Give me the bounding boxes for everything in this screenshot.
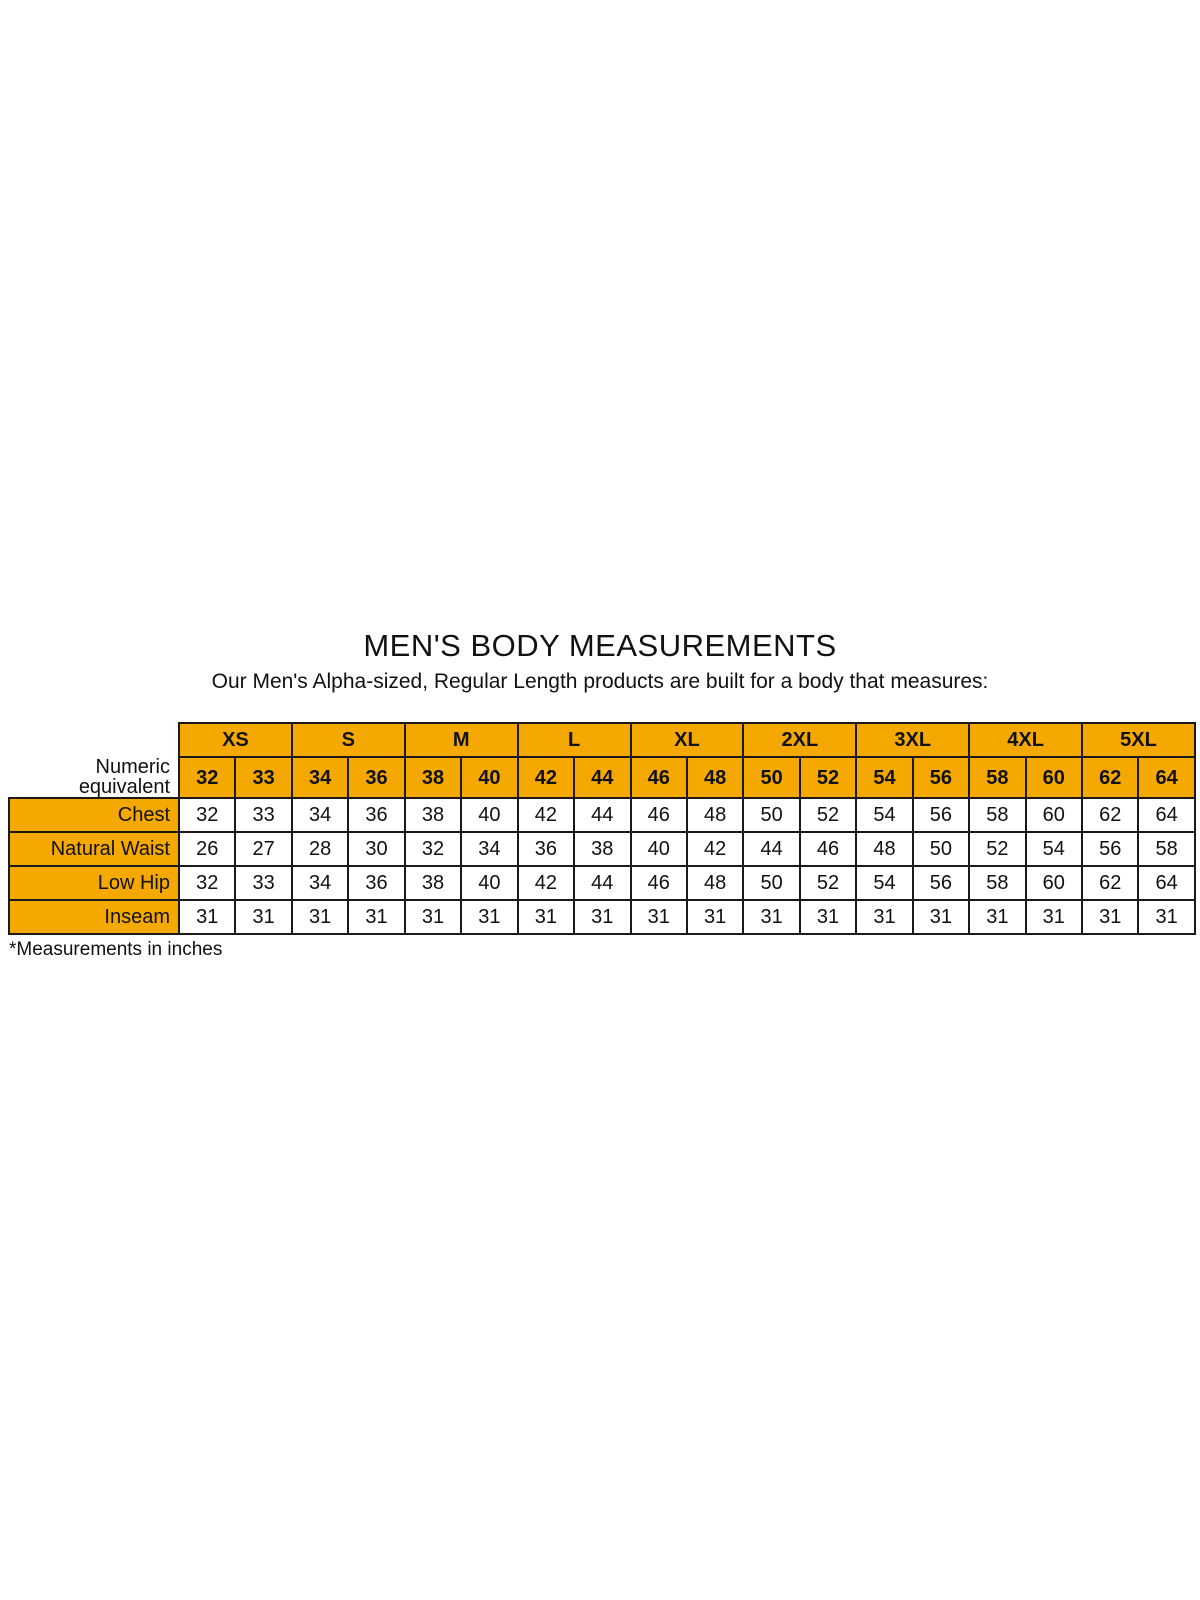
alpha-size-header: S xyxy=(292,723,405,757)
row-label-low-hip: Low Hip xyxy=(9,866,179,900)
table-row-natural-waist xyxy=(9,832,1195,866)
table-cell: 31 xyxy=(461,900,517,934)
table-cell: 31 xyxy=(743,900,799,934)
table-cell: 31 xyxy=(1138,900,1194,934)
table-cell: 32 xyxy=(179,866,235,900)
numeric-size-header: 58 xyxy=(969,757,1025,798)
table-cell: 31 xyxy=(1082,900,1138,934)
table-cell: 40 xyxy=(631,832,687,866)
table-cell: 44 xyxy=(743,832,799,866)
numeric-size-header: 36 xyxy=(348,757,404,798)
alpha-size-header: L xyxy=(518,723,631,757)
table-cell: 26 xyxy=(179,832,235,866)
table-cell: 31 xyxy=(800,900,856,934)
table-cell: 31 xyxy=(348,900,404,934)
table-cell: 33 xyxy=(235,798,291,832)
table-cell: 32 xyxy=(179,798,235,832)
table-cell: 58 xyxy=(969,798,1025,832)
alpha-size-header: 2XL xyxy=(743,723,856,757)
table-cell: 42 xyxy=(687,832,743,866)
table-cell: 52 xyxy=(969,832,1025,866)
table-row-inseam xyxy=(9,900,1195,934)
table-cell: 30 xyxy=(348,832,404,866)
numeric-size-header: 52 xyxy=(800,757,856,798)
table-cell: 40 xyxy=(461,866,517,900)
alpha-size-row xyxy=(9,723,1195,757)
table-cell: 62 xyxy=(1082,866,1138,900)
table-row-chest xyxy=(9,798,1195,832)
table-cell: 48 xyxy=(687,866,743,900)
table-cell: 36 xyxy=(348,866,404,900)
table-cell: 64 xyxy=(1138,866,1194,900)
numeric-size-header: 60 xyxy=(1026,757,1082,798)
table-cell: 46 xyxy=(631,798,687,832)
table-cell: 31 xyxy=(913,900,969,934)
table-cell: 31 xyxy=(179,900,235,934)
table-cell: 54 xyxy=(856,798,912,832)
numeric-size-header: 33 xyxy=(235,757,291,798)
table-cell: 44 xyxy=(574,798,630,832)
table-row-low-hip xyxy=(9,866,1195,900)
table-cell: 40 xyxy=(461,798,517,832)
table-cell: 31 xyxy=(235,900,291,934)
table-cell: 58 xyxy=(1138,832,1194,866)
table-cell: 31 xyxy=(518,900,574,934)
table-cell: 56 xyxy=(913,798,969,832)
row-label-natural-waist: Natural Waist xyxy=(9,832,179,866)
numeric-size-header: 38 xyxy=(405,757,461,798)
table-cell: 31 xyxy=(292,900,348,934)
page-subtitle: Our Men's Alpha-sized, Regular Length products are built for a body that measures: xyxy=(211,670,989,693)
numeric-size-header: 42 xyxy=(518,757,574,798)
table-cell: 56 xyxy=(913,866,969,900)
numeric-size-header: 40 xyxy=(461,757,517,798)
table-cell: 33 xyxy=(235,866,291,900)
row-label-inseam: Inseam xyxy=(9,900,179,934)
table-cell: 38 xyxy=(574,832,630,866)
numeric-equivalent-row xyxy=(9,757,1195,798)
numeric-size-header: 44 xyxy=(574,757,630,798)
table-cell: 48 xyxy=(856,832,912,866)
table-cell: 54 xyxy=(1026,832,1082,866)
table-cell: 31 xyxy=(574,900,630,934)
numeric-size-header: 62 xyxy=(1082,757,1138,798)
alpha-size-header: 4XL xyxy=(969,723,1082,757)
numeric-size-header: 46 xyxy=(631,757,687,798)
table-cell: 31 xyxy=(969,900,1025,934)
numeric-size-header: 64 xyxy=(1138,757,1194,798)
numeric-size-header: 34 xyxy=(292,757,348,798)
table-cell: 42 xyxy=(518,866,574,900)
table-cell: 31 xyxy=(405,900,461,934)
numeric-size-header: 56 xyxy=(913,757,969,798)
page-title: MEN'S BODY MEASUREMENTS xyxy=(363,628,837,663)
table-cell: 60 xyxy=(1026,798,1082,832)
table-cell: 54 xyxy=(856,866,912,900)
table-corner xyxy=(9,723,179,757)
table-cell: 34 xyxy=(292,798,348,832)
table-cell: 46 xyxy=(631,866,687,900)
table-cell: 34 xyxy=(292,866,348,900)
numeric-size-header: 32 xyxy=(179,757,235,798)
table-cell: 31 xyxy=(631,900,687,934)
table-cell: 31 xyxy=(856,900,912,934)
table-cell: 28 xyxy=(292,832,348,866)
table-cell: 36 xyxy=(348,798,404,832)
table-cell: 52 xyxy=(800,866,856,900)
numeric-size-header: 54 xyxy=(856,757,912,798)
table-cell: 38 xyxy=(405,866,461,900)
table-cell: 42 xyxy=(518,798,574,832)
table-cell: 46 xyxy=(800,832,856,866)
alpha-size-header: XL xyxy=(631,723,744,757)
alpha-size-header: 5XL xyxy=(1082,723,1195,757)
table-cell: 27 xyxy=(235,832,291,866)
table-cell: 32 xyxy=(405,832,461,866)
table-cell: 31 xyxy=(687,900,743,934)
size-chart-table xyxy=(8,722,1196,935)
numeric-equivalent-label: Numeric equivalent xyxy=(78,756,170,798)
table-cell: 34 xyxy=(461,832,517,866)
table-cell: 38 xyxy=(405,798,461,832)
table-cell: 44 xyxy=(574,866,630,900)
alpha-size-header: XS xyxy=(179,723,292,757)
row-label-chest: Chest xyxy=(9,798,179,832)
table-cell: 50 xyxy=(913,832,969,866)
numeric-size-header: 48 xyxy=(687,757,743,798)
table-cell: 50 xyxy=(743,798,799,832)
table-cell: 62 xyxy=(1082,798,1138,832)
table-cell: 58 xyxy=(969,866,1025,900)
numeric-size-header: 50 xyxy=(743,757,799,798)
table-cell: 64 xyxy=(1138,798,1194,832)
table-cell: 36 xyxy=(518,832,574,866)
table-cell: 48 xyxy=(687,798,743,832)
table-cell: 31 xyxy=(1026,900,1082,934)
table-cell: 56 xyxy=(1082,832,1138,866)
table-cell: 60 xyxy=(1026,866,1082,900)
alpha-size-header: 3XL xyxy=(856,723,969,757)
table-cell: 50 xyxy=(743,866,799,900)
alpha-size-header: M xyxy=(405,723,518,757)
units-footnote: *Measurements in inches xyxy=(9,939,223,960)
table-cell: 52 xyxy=(800,798,856,832)
